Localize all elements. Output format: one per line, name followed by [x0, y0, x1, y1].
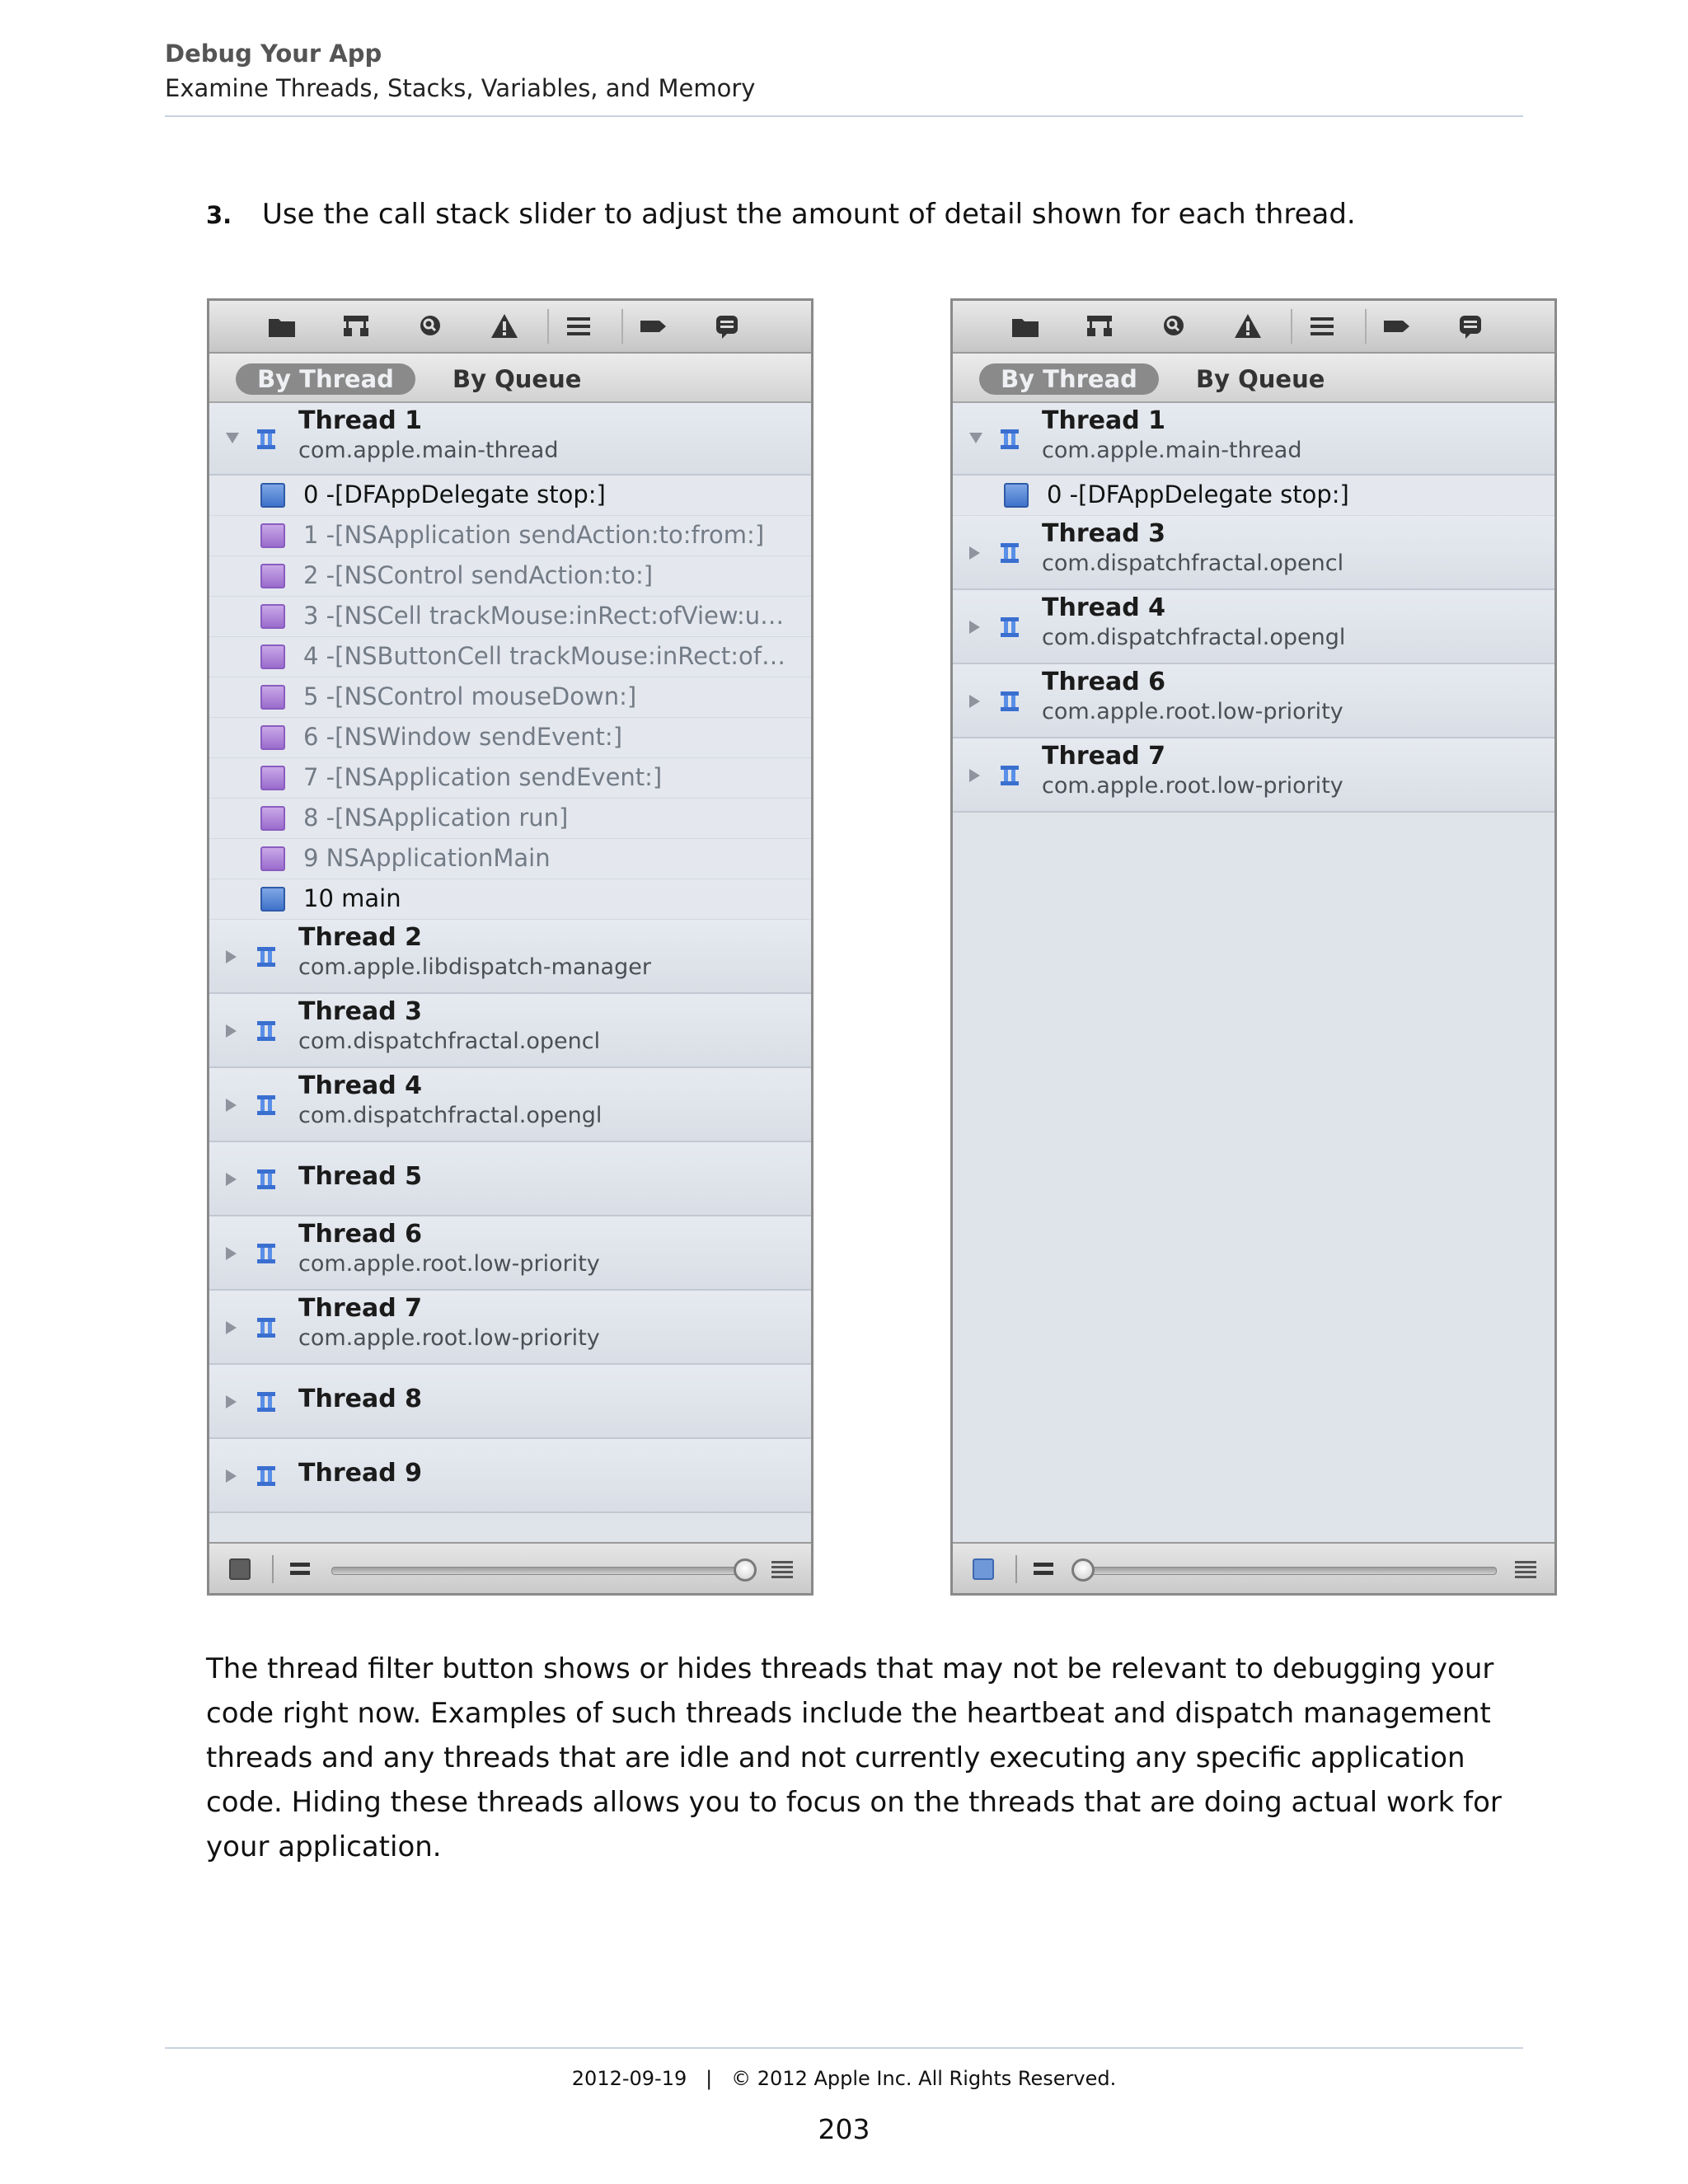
disclosure-triangle-expanded-icon[interactable]	[226, 433, 239, 443]
thread-icon	[256, 1390, 277, 1413]
footer-date: 2012-09-19	[571, 2067, 687, 2090]
user-code-frame-icon	[260, 483, 285, 508]
user-code-frame-icon	[260, 887, 285, 912]
thread-queue: com.dispatchfractal.opencl	[1042, 551, 1344, 576]
disclosure-triangle-collapsed-icon[interactable]	[226, 1024, 237, 1038]
stack-frame-label: 6 -[NSWindow sendEvent:]	[303, 723, 623, 751]
thread-name: Thread 5	[298, 1162, 422, 1191]
warning-icon[interactable]	[1231, 311, 1264, 342]
thread-icon	[999, 764, 1020, 787]
system-frame-icon	[260, 604, 285, 629]
stack-frame[interactable]	[209, 556, 811, 597]
disclosure-triangle-collapsed-icon[interactable]	[969, 769, 980, 782]
search-icon[interactable]	[414, 311, 447, 342]
thread-queue: com.dispatchfractal.opengl	[298, 1103, 603, 1128]
thread-row[interactable]	[209, 1068, 811, 1142]
section-title: Examine Threads, Stacks, Variables, and Memory	[165, 74, 756, 102]
system-frame-icon	[260, 523, 285, 548]
less-detail-icon	[1034, 1561, 1053, 1577]
thread-icon	[256, 945, 277, 968]
by-queue-button[interactable]: By Queue	[1196, 365, 1325, 393]
toolbar-separator	[547, 309, 549, 344]
search-icon[interactable]	[1157, 311, 1190, 342]
thread-icon	[999, 616, 1020, 639]
stack-frame[interactable]	[209, 839, 811, 879]
stack-frame-label: 2 -[NSControl sendAction:to:]	[303, 561, 654, 589]
thread-filter-button[interactable]	[973, 1558, 994, 1580]
call-stack-slider-track[interactable]	[1075, 1567, 1497, 1575]
filter-separator	[1015, 1555, 1017, 1583]
thread-icon	[256, 1316, 277, 1339]
toolbar-separator	[1365, 309, 1367, 344]
footer-divider	[165, 2047, 1523, 2049]
list-icon[interactable]	[1306, 311, 1339, 342]
thread-row[interactable]	[953, 590, 1554, 664]
system-frame-icon	[260, 766, 285, 790]
disclosure-triangle-collapsed-icon[interactable]	[969, 695, 980, 708]
thread-row[interactable]	[209, 1142, 811, 1216]
thread-row[interactable]	[209, 920, 811, 994]
stack-frame-label: 0 -[DFAppDelegate stop:]	[1047, 480, 1349, 509]
toolbar-separator	[1291, 309, 1292, 344]
system-frame-icon	[260, 564, 285, 588]
stack-frame[interactable]	[209, 637, 811, 677]
less-detail-icon	[290, 1561, 310, 1577]
thread-queue: com.apple.root.low-priority	[1042, 699, 1343, 724]
disclosure-triangle-collapsed-icon[interactable]	[226, 1173, 237, 1186]
folder-icon[interactable]	[1009, 311, 1042, 342]
hierarchy-icon[interactable]	[340, 311, 373, 342]
disclosure-triangle-expanded-icon[interactable]	[969, 433, 982, 443]
disclosure-triangle-collapsed-icon[interactable]	[226, 1099, 237, 1112]
call-stack-slider-knob[interactable]	[1071, 1558, 1095, 1582]
system-frame-icon	[260, 725, 285, 750]
stack-frame-label: 3 -[NSCell trackMouse:inRect:ofView:u…	[303, 602, 785, 630]
thread-row[interactable]	[209, 1439, 811, 1513]
thread-name: Thread 7	[1042, 742, 1165, 771]
chapter-title: Debug Your App	[165, 40, 382, 68]
navigator-toolbar	[209, 301, 811, 354]
stack-frame[interactable]	[953, 476, 1554, 516]
thread-icon	[256, 1465, 277, 1488]
footer-separator: |	[706, 2067, 713, 2090]
thread-name: Thread 3	[1042, 519, 1165, 548]
thread-queue: com.apple.libdispatch-manager	[298, 954, 651, 980]
thread-queue: com.dispatchfractal.opengl	[1042, 625, 1346, 650]
thread-name: Thread 1	[1042, 406, 1165, 435]
system-frame-icon	[260, 644, 285, 669]
stack-frame-label: 10 main	[303, 884, 401, 912]
thread-row[interactable]	[953, 403, 1554, 476]
stack-frame[interactable]	[209, 516, 811, 556]
folder-icon[interactable]	[265, 311, 298, 342]
log-icon[interactable]	[1454, 311, 1487, 342]
thread-name: Thread 7	[298, 1294, 422, 1323]
list-icon[interactable]	[562, 311, 595, 342]
thread-row[interactable]	[209, 994, 811, 1068]
thread-icon	[999, 541, 1020, 565]
view-mode-bar	[953, 354, 1554, 403]
body-paragraph: The thread filter button shows or hides threads that may not be relevant to debugging your code right now. Examples of such threads include the heartbeat and dispatch management threads and any threads that are idle and not currently executing any specific application code. Hiding these threads allows you to focus on the threads that are doing actual work for your application.	[206, 1652, 1502, 1863]
stack-frame-label: 4 -[NSButtonCell trackMouse:inRect:of…	[303, 642, 785, 670]
stack-frame[interactable]	[209, 718, 811, 758]
stack-frame-label: 8 -[NSApplication run]	[303, 804, 569, 832]
thread-icon	[999, 428, 1020, 451]
disclosure-triangle-collapsed-icon[interactable]	[226, 1321, 237, 1334]
system-frame-icon	[260, 846, 285, 871]
thread-name: Thread 1	[298, 406, 422, 435]
thread-icon	[256, 1094, 277, 1117]
stack-frame-label: 9 NSApplicationMain	[303, 844, 551, 872]
footer-copyright: © 2012 Apple Inc. All Rights Reserved.	[731, 2067, 1117, 2090]
thread-icon	[256, 1168, 277, 1191]
thread-row[interactable]	[209, 1216, 811, 1291]
stack-frame-label: 5 -[NSControl mouseDown:]	[303, 682, 637, 710]
breakpoint-icon[interactable]	[1380, 311, 1413, 342]
thread-queue: com.apple.main-thread	[298, 438, 559, 463]
page-header	[165, 40, 1523, 117]
thread-name: Thread 4	[298, 1071, 422, 1100]
thread-icon	[256, 1242, 277, 1265]
thread-list	[953, 403, 1554, 813]
navigator-filter-bar	[953, 1542, 1554, 1593]
disclosure-triangle-collapsed-icon[interactable]	[226, 950, 237, 963]
stack-frame-label: 1 -[NSApplication sendAction:to:from:]	[303, 521, 765, 549]
filter-separator	[272, 1555, 274, 1583]
step-text: Use the call stack slider to adjust the amount of detail shown for each thread.	[262, 198, 1356, 231]
toolbar-separator	[621, 309, 623, 344]
thread-queue: com.apple.main-thread	[1042, 438, 1302, 463]
thread-name: Thread 4	[1042, 593, 1165, 622]
thread-queue: com.apple.root.low-priority	[298, 1251, 600, 1277]
thread-icon	[256, 1019, 277, 1043]
thread-queue: com.apple.root.low-priority	[1042, 773, 1343, 799]
disclosure-triangle-collapsed-icon[interactable]	[226, 1247, 237, 1260]
breakpoint-icon[interactable]	[636, 311, 669, 342]
stack-frame[interactable]	[209, 597, 811, 637]
page-number: 203	[818, 2113, 870, 2145]
stack-frame-label: 0 -[DFAppDelegate stop:]	[303, 480, 606, 509]
view-mode-bar	[209, 354, 811, 403]
thread-row[interactable]	[209, 1365, 811, 1439]
more-detail-icon	[1515, 1560, 1536, 1578]
stack-frame[interactable]	[209, 799, 811, 839]
thread-name: Thread 6	[1042, 668, 1165, 696]
navigator-filter-bar	[209, 1542, 811, 1593]
hierarchy-icon[interactable]	[1083, 311, 1116, 342]
step-number: 3.	[206, 201, 232, 229]
page-footer	[0, 2067, 1688, 2090]
thread-list	[209, 403, 811, 1513]
thread-row[interactable]	[953, 516, 1554, 590]
by-queue-button[interactable]: By Queue	[452, 365, 582, 393]
thread-row[interactable]	[209, 403, 811, 476]
log-icon[interactable]	[710, 311, 743, 342]
thread-queue: com.apple.root.low-priority	[298, 1325, 600, 1351]
call-stack-slider-track[interactable]	[331, 1567, 753, 1575]
system-frame-icon	[260, 685, 285, 710]
by-thread-button[interactable]: By Thread	[236, 363, 415, 395]
stack-frame[interactable]	[209, 758, 811, 799]
stack-frame[interactable]	[209, 677, 811, 718]
disclosure-triangle-collapsed-icon[interactable]	[226, 1469, 237, 1483]
thread-icon	[999, 690, 1020, 713]
stack-frame-label: 7 -[NSApplication sendEvent:]	[303, 763, 663, 791]
thread-name: Thread 9	[298, 1459, 422, 1488]
thread-name: Thread 6	[298, 1220, 422, 1249]
stack-frame[interactable]	[209, 879, 811, 920]
by-thread-button[interactable]: By Thread	[979, 363, 1159, 395]
navigator-toolbar	[953, 301, 1554, 354]
user-code-frame-icon	[1004, 483, 1029, 508]
disclosure-triangle-collapsed-icon[interactable]	[226, 1395, 237, 1408]
thread-row[interactable]	[953, 664, 1554, 738]
debug-navigator-left	[207, 298, 814, 1596]
stack-frame[interactable]	[209, 476, 811, 516]
system-frame-icon	[260, 806, 285, 831]
debug-navigator-right	[950, 298, 1557, 1596]
thread-queue: com.dispatchfractal.opencl	[298, 1029, 601, 1054]
thread-name: Thread 8	[298, 1385, 422, 1413]
disclosure-triangle-collapsed-icon[interactable]	[969, 546, 980, 560]
thread-filter-button[interactable]	[229, 1558, 251, 1580]
disclosure-triangle-collapsed-icon[interactable]	[969, 621, 980, 634]
thread-row[interactable]	[209, 1291, 811, 1365]
warning-icon[interactable]	[488, 311, 521, 342]
more-detail-icon	[771, 1560, 793, 1578]
thread-name: Thread 3	[298, 997, 422, 1026]
call-stack-slider-knob[interactable]	[734, 1558, 757, 1582]
thread-row[interactable]	[953, 738, 1554, 813]
thread-icon	[256, 428, 277, 451]
thread-name: Thread 2	[298, 923, 422, 952]
